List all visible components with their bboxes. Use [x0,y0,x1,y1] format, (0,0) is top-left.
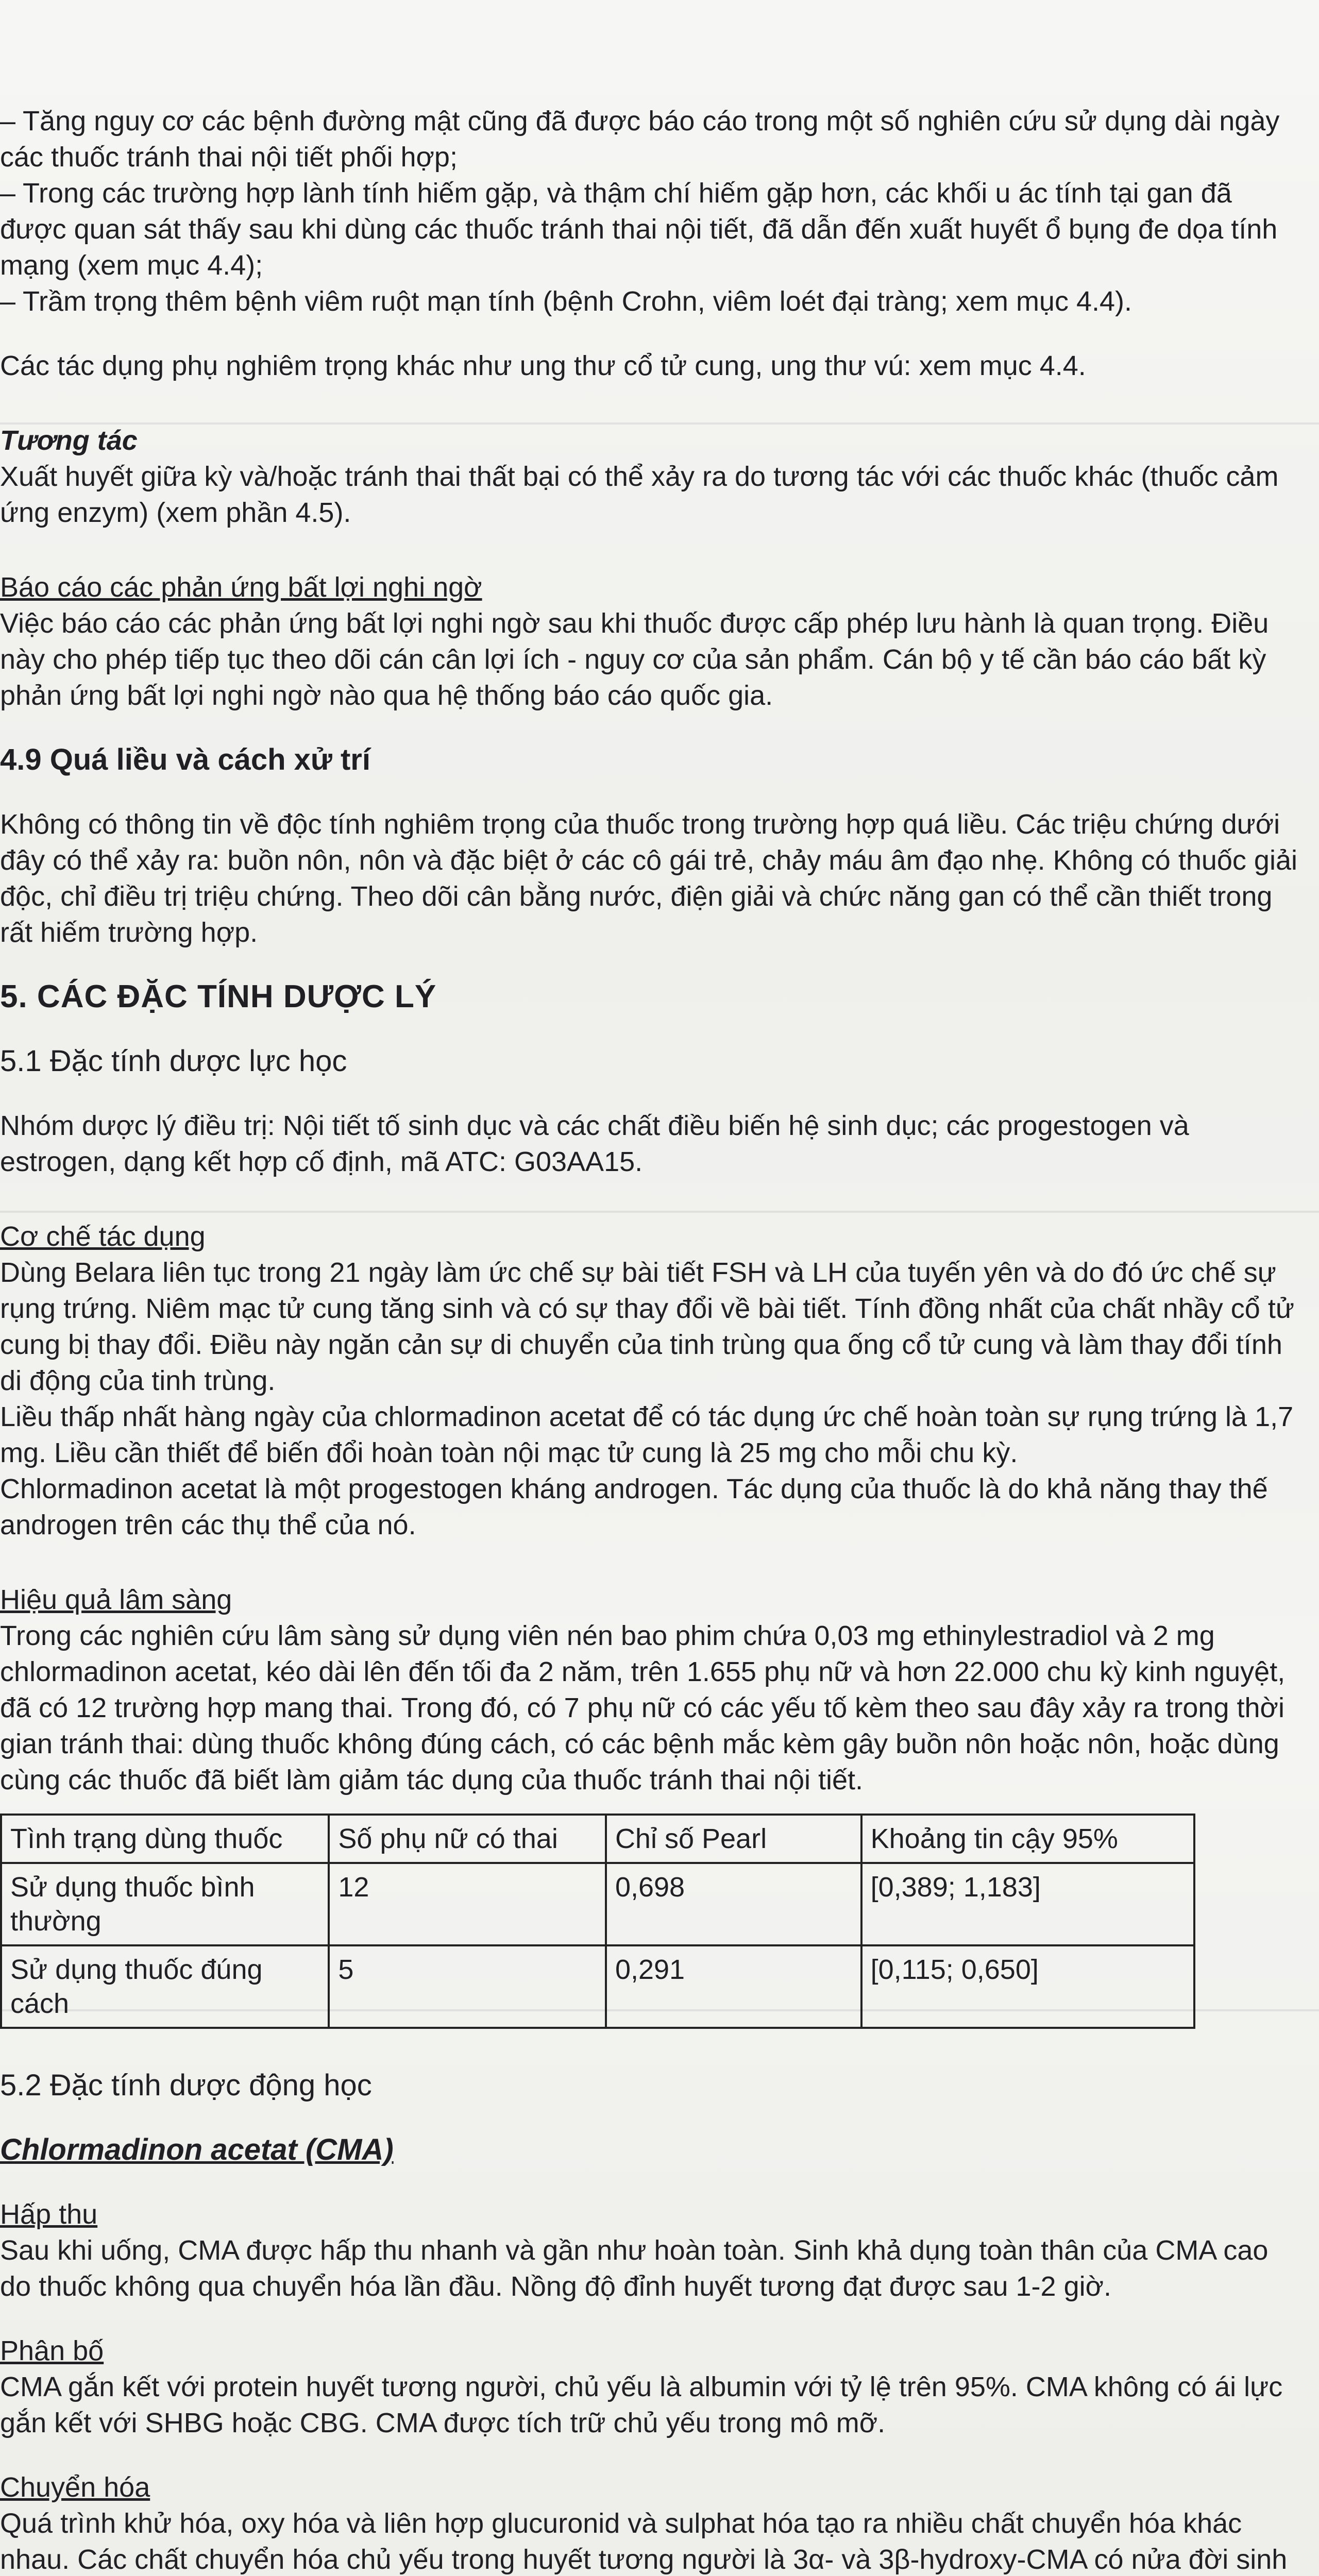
serious-effects-text: Các tác dụng phụ nghiêm trọng khác như ung thư cổ tử cung, ung thư vú: xem mục 4.4. [0,350,1086,381]
table-header-cell: Tình trạng dùng thuốc [1,1815,329,1863]
reporting-heading: Báo cáo các phản ứng bất lợi nghi ngờ [0,572,482,603]
interactions-heading: Tương tác [0,425,138,456]
cma-heading: Chlormadinon acetat (CMA) [0,2133,394,2166]
table-cell: [0,389; 1,183] [861,1863,1194,1945]
table-header-cell: Khoảng tin cậy 95% [861,1815,1194,1863]
table-row [1,1945,1194,2028]
table-header-row [1,1815,1194,1863]
table-cell: Sử dụng thuốc đúng cách [1,1945,329,2028]
overdose-text: Không có thông tin về độc tính nghiêm trọng của thuốc trong trường hợp quá liều. Các triệu chứng dưới đây có thể xảy ra: buồn nôn, nôn và đặc biệt ở các cô gái trẻ, chảy máu âm đạo nhẹ. Không có thuốc giải độc, chỉ điều trị triệu chứng. Theo dõi cân bằng nước, điện giải và chức năng gan có thể cần thiết trong rất hiếm trường hợp. [0,809,1297,948]
reporting-text: Việc báo cáo các phản ứng bất lợi nghi ngờ sau khi thuốc được cấp phép lưu hành là quan trọng. Điều này cho phép tiếp tục theo dõi cán cân lợi ích - nguy cơ của sản phẩm. Cán bộ y tế cần báo cáo bất kỳ phản ứng bất lợi nghi ngờ nào qua hệ thống báo cáo quốc gia. [0,608,1269,711]
table-header-cell: Chỉ số Pearl [606,1815,861,1863]
efficacy-heading: Hiệu quả lâm sàng [0,1584,232,1615]
section-4-9-title: 4.9 Quá liều và cách xử trí [0,743,370,776]
absorption-heading: Hấp thu [0,2199,98,2230]
bullet-liver-tumor: – Trong các trường hợp lành tính hiếm gặp, và thậm chí hiếm gặp hơn, các khối u ác tính tại gan đã được quan sát thấy sau khi dùng các thuốc tránh thai nội tiết, đã dẫn đến xuất huyết ổ bụng đe dọa tính mạng (xem mục 4.4); [0,178,1278,281]
section-5-1-title: 5.1 Đặc tính dược lực học [0,1044,347,1078]
absorption-text: Sau khi uống, CMA được hấp thu nhanh và gần như hoàn toàn. Sinh khả dụng toàn thân của CMA cao do thuốc không qua chuyển hóa lần đầu. Nồng độ đỉnh huyết tương đạt được sau 1-2 giờ. [0,2235,1269,2302]
metabolism-text: Quá trình khử hóa, oxy hóa và liên hợp glucuronid và sulphat hóa tạo ra nhiều chất chuyển hóa khác nhau. Các chất chuyển hóa chủ yếu trong huyết tương người là 3α- và 3β-hydroxy-CMA có nửa đời sinh [0,2508,1288,2575]
distribution-text: CMA gắn kết với protein huyết tương người, chủ yếu là albumin với tỷ lệ trên 95%. CMA không có ái lực gắn kết với SHBG hoặc CBG. CMA được tích trữ chủ yếu trong mô mỡ. [0,2371,1283,2438]
efficacy-text: Trong các nghiên cứu lâm sàng sử dụng viên nén bao phim chứa 0,03 mg ethinylestradiol và 2 mg chlormadinon acetat, kéo dài lên đến tối đa 2 năm, trên 1.655 phụ nữ và hơn 22.000 chu kỳ kinh nguyệt, đã có 12 trường hợp mang thai. Trong đó, có 7 phụ nữ có các yếu tố kèm theo sau đây xảy ra trong thời gian tránh thai: dùng thuốc không đúng cách, có các bệnh mắc kèm gây buồn nôn hoặc nôn, hoặc dùng cùng các thuốc đã biết làm giảm tác dụng của thuốc tránh thai nội tiết. [0,1620,1286,1795]
table-cell: [0,115; 0,650] [861,1945,1194,2028]
pharmacotherapeutic-group-text: Nhóm dược lý điều trị: Nội tiết tố sinh dục và các chất điều biến hệ sinh dục; các progestogen và estrogen, dạng kết hợp cố định, mã ATC: G03AA15. [0,1110,1189,1177]
mechanism-text: Dùng Belara liên tục trong 21 ngày làm ức chế sự bài tiết FSH và LH của tuyến yên và do đó ức chế sự rụng trứng. Niêm mạc tử cung tăng sinh và có sự thay đổi về bài tiết. Tính đồng nhất của chất nhầy cổ tử cung bị thay đổi. Điều này ngăn cản sự di chuyển của tinh trùng qua ống cổ tử cung và làm thay đổi tính di động của tinh trùng. [0,1257,1294,1396]
interactions-text: Xuất huyết giữa kỳ và/hoặc tránh thai thất bại có thể xảy ra do tương tác với các thuốc khác (thuốc cảm ứng enzym) (xem phần 4.5). [0,461,1279,528]
table-cell: 12 [329,1863,606,1945]
table-cell: 0,291 [606,1945,861,2028]
bullet-bowel-disease: – Trầm trọng thêm bệnh viêm ruột mạn tính (bệnh Crohn, viêm loét đại tràng; xem mục 4.4). [0,286,1132,317]
pearl-index-table [0,1814,1195,2029]
metabolism-heading: Chuyển hóa [0,2472,150,2503]
table-header-cell: Số phụ nữ có thai [329,1815,606,1863]
section-5-2-title: 5.2 Đặc tính dược động học [0,2069,372,2102]
table-cell: 0,698 [606,1863,861,1945]
table-cell: 5 [329,1945,606,2028]
mechanism-text-dose: Liều thấp nhất hàng ngày của chlormadinon acetat để có tác dụng ức chế hoàn toàn sự rụng trứng là 1,7 mg. Liều cần thiết để biến đổi hoàn toàn nội mạc tử cung là 25 mg cho mỗi chu kỳ. [0,1401,1294,1468]
table-cell: Sử dụng thuốc bình thường [1,1863,329,1945]
table-row [1,1863,1194,1945]
bullet-bile-duct: – Tăng nguy cơ các bệnh đường mật cũng đã được báo cáo trong một số nghiên cứu sử dụng dài ngày các thuốc tránh thai nội tiết phối hợp; [0,106,1280,173]
mechanism-text-antiandrogen: Chlormadinon acetat là một progestogen kháng androgen. Tác dụng của thuốc là do khả năng thay thế androgen trên các thụ thể của nó. [0,1473,1268,1540]
section-5-title: 5. CÁC ĐẶC TÍNH DƯỢC LÝ [0,979,437,1014]
distribution-heading: Phân bố [0,2335,104,2366]
document-body [0,103,1304,2576]
mechanism-heading: Cơ chế tác dụng [0,1221,206,1252]
